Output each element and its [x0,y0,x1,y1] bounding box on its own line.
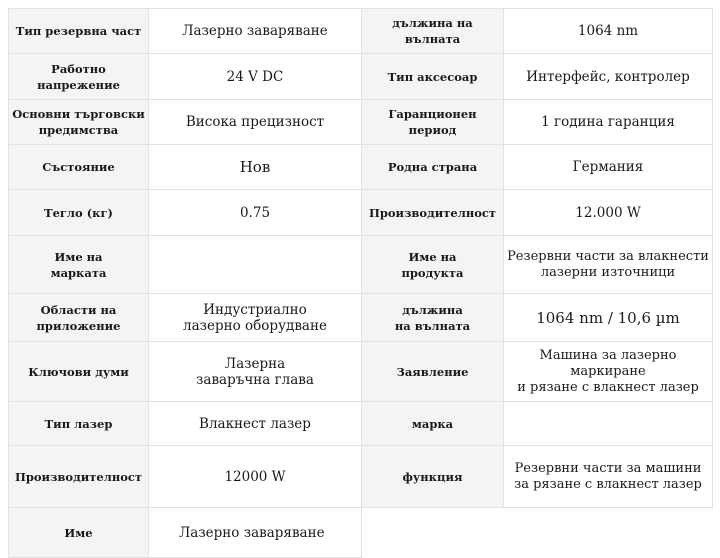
spec-value: Лазерно заваряване [149,9,362,54]
spec-key-line: марката [50,265,107,280]
spec-value [149,236,362,294]
spec-value [504,342,713,402]
spec-value-line: Индустриално [203,301,307,318]
spec-key: Тип аксесоар [362,54,504,100]
table-row [9,508,713,558]
spec-key-line: Основни търговски [12,107,145,121]
spec-value-line: Резервни части за машини [514,460,702,476]
spec-key [362,294,504,342]
spec-value-line: лазерно оборудване [183,317,327,334]
spec-key: марка [362,402,504,446]
spec-key: Производителност [9,446,149,508]
spec-value: Лазерно заваряване [149,508,362,558]
spec-value: Интерфейс, контролер [504,54,713,100]
empty-cell [362,508,504,558]
spec-value: 0.75 [149,190,362,236]
table-row [9,236,713,294]
spec-key-line: предимства [38,123,119,137]
spec-value: 24 V DC [149,54,362,100]
spec-value-line: и рязане с влакнест лазер [517,379,699,395]
table-row [9,100,713,145]
spec-value [504,236,713,294]
spec-value-line: за рязане с влакнест лазер [514,476,702,492]
spec-value: 1064 nm [504,9,713,54]
table-row [9,145,713,190]
table-row [9,9,713,54]
spec-key-line: напрежение [37,77,120,92]
spec-key: Име [9,508,149,558]
product-spec-table [8,8,713,558]
spec-key [9,236,149,294]
empty-cell [504,508,713,558]
spec-key-line: приложение [36,318,121,333]
spec-value: Влакнест лазер [149,402,362,446]
spec-value: Германия [504,145,713,190]
spec-key: Състояние [9,145,149,190]
spec-value-line: Машина за лазерно маркиране [539,347,677,379]
spec-value: 1 година гаранция [504,100,713,145]
spec-key-line: продукта [401,265,464,280]
spec-key: Ключови думи [9,342,149,402]
spec-key: функция [362,446,504,508]
spec-value: Нов [149,145,362,190]
spec-key-line: Име на [408,249,457,264]
table-row [9,342,713,402]
spec-key: Тип резервна част [9,9,149,54]
table-row [9,190,713,236]
spec-value-line: Резервни части за влакнести [507,248,709,264]
spec-key-line: на вълната [394,318,471,333]
spec-value [504,402,713,446]
spec-value: Висока прецизност [149,100,362,145]
spec-value: 12000 W [149,446,362,508]
table-row [9,402,713,446]
spec-value [504,446,713,508]
spec-key: Гаранционен период [362,100,504,145]
spec-key-line: дължина [402,302,463,317]
spec-key-line: Работно [51,61,106,76]
spec-value: 1064 nm / 10,6 µm [504,294,713,342]
spec-value-line: Лазерна [224,355,286,372]
spec-key [362,236,504,294]
spec-key: дължина на вълната [362,9,504,54]
spec-key: Родна страна [362,145,504,190]
table-row [9,294,713,342]
spec-key [9,54,149,100]
spec-key: Тегло (кг) [9,190,149,236]
spec-value: 12.000 W [504,190,713,236]
table-row [9,446,713,508]
spec-key-line: Области на [40,302,117,317]
spec-value-line: лазерни източници [540,264,676,280]
spec-key: Тип лазер [9,402,149,446]
spec-value [149,294,362,342]
spec-key: Производителност [362,190,504,236]
spec-value-line: заваръчна глава [196,371,314,388]
spec-key [9,294,149,342]
spec-key: Заявление [362,342,504,402]
spec-key-line: Име на [54,249,103,264]
spec-value [149,342,362,402]
spec-key [9,100,149,145]
table-row [9,54,713,100]
